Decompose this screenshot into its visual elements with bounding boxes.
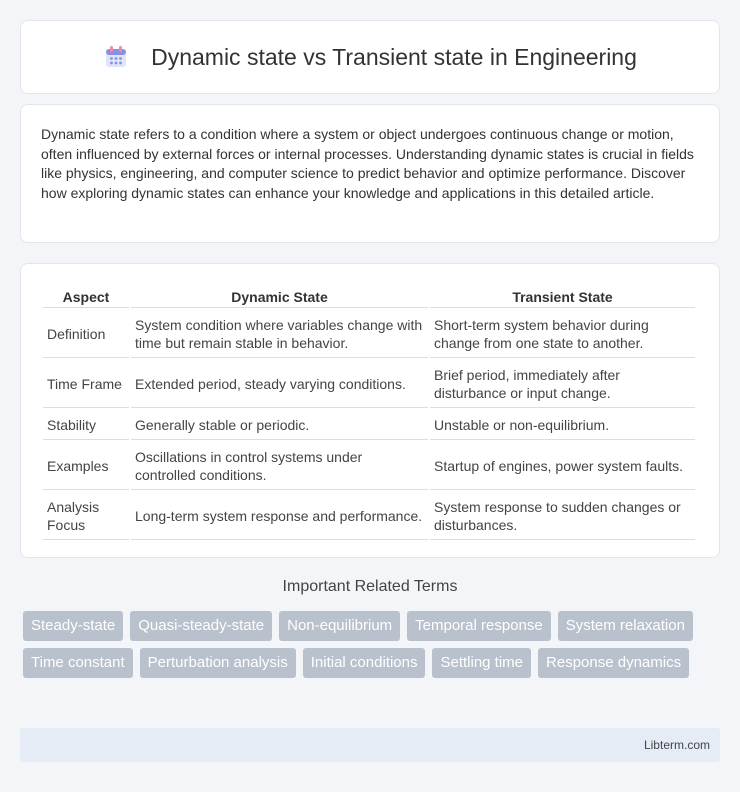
related-term-tag[interactable]: Settling time (432, 648, 531, 678)
intro-card (20, 104, 720, 243)
table-row (43, 410, 695, 440)
table-cell-transient: Short-term system behavior during change from one state to another. (430, 310, 695, 358)
table-cell-dynamic: System condition where variables change with time but remain stable in behavior. (131, 310, 428, 358)
related-term-tag[interactable]: System relaxation (558, 611, 693, 641)
table-cell-aspect: Definition (43, 310, 129, 358)
table-cell-dynamic: Extended period, steady varying conditions. (131, 360, 428, 408)
footer-site-link[interactable]: Libterm.com (643, 738, 710, 752)
related-term-tag[interactable]: Steady-state (23, 611, 123, 641)
table-cell-dynamic: Oscillations in control systems under controlled conditions. (131, 442, 428, 490)
related-term-tag[interactable]: Initial conditions (303, 648, 426, 678)
column-header-transient-state: Transient State (430, 286, 695, 308)
table-row (43, 442, 695, 490)
table-row (43, 492, 695, 540)
table-cell-transient: Startup of engines, power system faults. (430, 442, 695, 490)
table-cell-transient: Brief period, immediately after disturbance or input change. (430, 360, 695, 408)
related-term-tag[interactable]: Quasi-steady-state (130, 611, 272, 641)
table-cell-aspect: Analysis Focus (43, 492, 129, 540)
table-cell-aspect: Time Frame (43, 360, 129, 408)
table-cell-dynamic: Generally stable or periodic. (131, 410, 428, 440)
calendar-icon (103, 44, 129, 70)
intro-text: Dynamic state refers to a condition where a system or object undergoes continuous change or motion, often influenced by external forces or internal processes. Understanding dynamic states is crucial in fields like physics, engineering, and computer science to predict behavior and optimize performance. Discover how exploring dynamic states can enhance your knowledge and applications in this detailed article. (41, 126, 694, 201)
related-term-tag[interactable]: Temporal response (407, 611, 551, 641)
table-header-row (43, 286, 695, 308)
related-terms-list (23, 611, 723, 678)
table-row (43, 360, 695, 408)
table-cell-transient: System response to sudden changes or disturbances. (430, 492, 695, 540)
related-term-tag[interactable]: Perturbation analysis (140, 648, 296, 678)
column-header-aspect: Aspect (43, 286, 129, 308)
related-term-tag[interactable]: Response dynamics (538, 648, 689, 678)
column-header-dynamic-state: Dynamic State (131, 286, 428, 308)
comparison-table (41, 284, 697, 542)
comparison-table-card (20, 263, 720, 558)
table-cell-dynamic: Long-term system response and performance. (131, 492, 428, 540)
table-cell-aspect: Stability (43, 410, 129, 440)
header-card (20, 20, 720, 94)
related-term-tag[interactable]: Time constant (23, 648, 133, 678)
related-terms-title: Important Related Terms (282, 578, 458, 595)
related-term-tag[interactable]: Non-equilibrium (279, 611, 400, 641)
footer (20, 728, 720, 762)
table-cell-aspect: Examples (43, 442, 129, 490)
table-row (43, 310, 695, 358)
page-title: Dynamic state vs Transient state in Engineering (151, 43, 637, 70)
table-cell-transient: Unstable or non-equilibrium. (430, 410, 695, 440)
